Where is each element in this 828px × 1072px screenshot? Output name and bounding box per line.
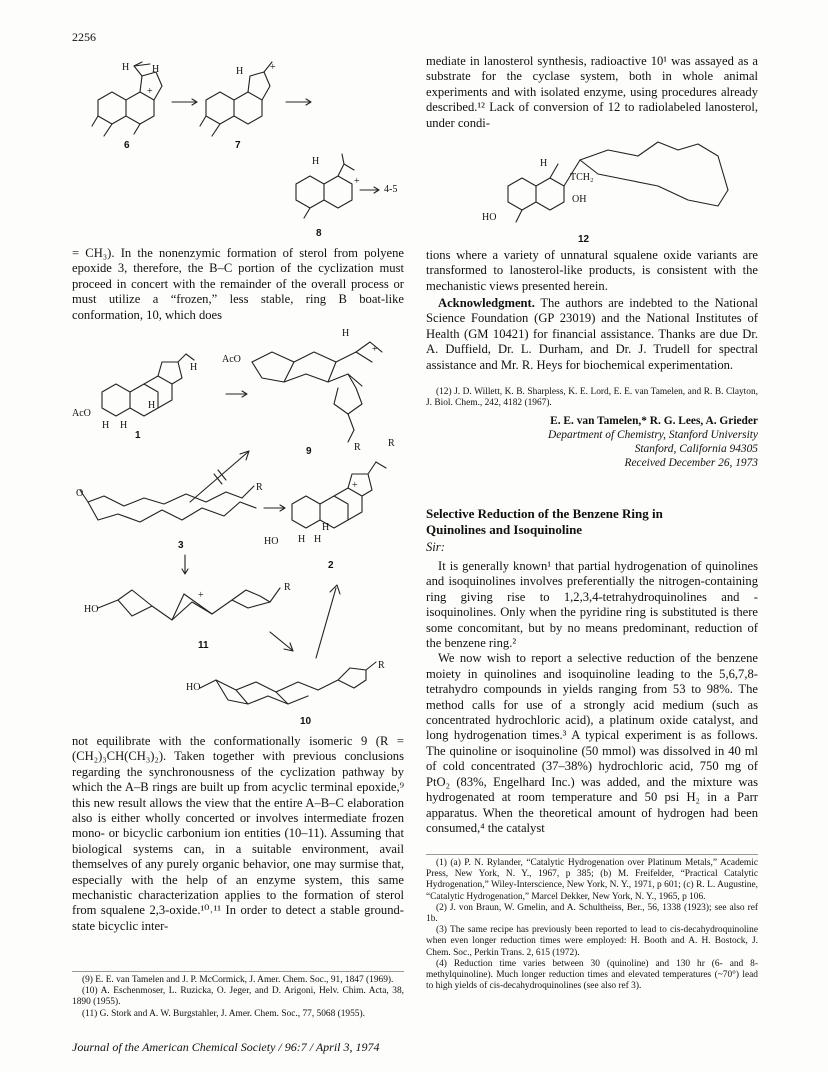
svg-text:+: + bbox=[354, 176, 360, 187]
compound-label-6: 6 bbox=[124, 140, 130, 151]
right-footnotes bbox=[426, 858, 758, 992]
compound-label-10: 10 bbox=[300, 716, 312, 727]
arrow-target-label: 4-5 bbox=[384, 184, 398, 195]
svg-text:R: R bbox=[388, 438, 395, 449]
svg-text:H: H bbox=[314, 534, 322, 545]
svg-text:HO: HO bbox=[482, 212, 497, 223]
article-title: Selective Reduction of the Benzene Ring in Quinolines and Isoquinoline bbox=[426, 506, 663, 537]
svg-text:+: + bbox=[372, 344, 378, 355]
svg-text:H: H bbox=[148, 400, 156, 411]
compound-label-11: 11 bbox=[198, 640, 209, 651]
structure-3 bbox=[78, 480, 268, 540]
svg-text:+: + bbox=[198, 590, 204, 601]
structure-9 bbox=[222, 322, 402, 452]
svg-text:H: H bbox=[312, 156, 320, 167]
svg-text:H: H bbox=[342, 328, 350, 339]
svg-text:H: H bbox=[102, 420, 110, 431]
svg-text:H: H bbox=[322, 522, 330, 533]
right-body: It is generally known¹ that partial hydrogenation of quinolines and isoquinolines involves preferentially the nitrogen-containing ring giving rise to 1,2,3,4-tetrahydroquinolines and -isoquinolines. Only when the pyridine ring is substituted is there some concomitant, but by no means predominant, reduction of the benzene ring.² We now wish to report a selective reduction of the benzene moiety in quinolines and isoquinoline leading to the 5,6,7,8-tetrahydro compounds in yields ranging from 53 to 98%. The method calls for use of a strongly acid medium (such as concentrated hydrochloric acid), a platinum oxide catalyst, and long hydrogenation times.³ A typical experiment is as follows. The quinoline or isoquinoline (50 mmol) was dissolved in 40 ml of cold concentrated (37–38%) hydrochloric acid, 750 mg of PtO₂ (83%, Engelhard Inc.) was added, and the mixture was hydrogenated at room temperature and 50 psi H₂ in a Parr apparatus. When the theoretical amount of hydrogen had been consumed,⁴ the catalyst bbox=[426, 559, 758, 835]
footnote-divider bbox=[72, 971, 404, 972]
compound-label-3: 3 bbox=[178, 540, 184, 551]
svg-text:AcO: AcO bbox=[222, 354, 241, 365]
structure-7 bbox=[198, 60, 298, 140]
svg-text:R: R bbox=[378, 660, 385, 671]
svg-text:+: + bbox=[147, 86, 153, 97]
structure-10 bbox=[188, 656, 388, 712]
compound-label-9: 9 bbox=[306, 446, 312, 457]
svg-text:R: R bbox=[256, 482, 263, 493]
author-block bbox=[426, 414, 758, 470]
left-paragraph-2: not equilibrate with the conformationally isomeric 9 (R = (CH₂)₃CH(CH₃)₂). Taken together with previous conclusions regarding the synchronousness of the cyclization pathway by which the A–B rings are built up from acyclic terminal epoxide,⁹ this new result allows the view that the entire A–B–C elaboration also is either wholly concerted or involves intermediate frozen mono- or bicyclic carbonium ion entities (10–11). Assuming that biological systems can, in a suitable environment, avail themselves of any purely organic behavior, one may surmise that, especially with the help of an enzyme system, this same mechanistic characterization applies to the formation of sterol from squalene 2,3-oxide.¹⁰˒¹¹ In order to detect a stable ground-state bicyclic inter- bbox=[72, 734, 404, 933]
footnote-12: (12) J. D. Willett, K. B. Sharpless, K. E. Lord, E. E. van Tamelen, and R. B. Clayton, J. Biol. Chem., 242, 4182 (1967). bbox=[426, 387, 758, 409]
svg-text:H: H bbox=[152, 64, 160, 75]
svg-text:HO: HO bbox=[186, 682, 201, 693]
footnote-divider bbox=[426, 854, 758, 855]
footnote-4: (4) Reduction time varies between 30 (quinoline) and 130 hr (6- and 8-methylquinoline). Much longer reduction times and elevated temperatures (~70°) lead to high yields of cis-decahydroquinolines (see also ref 3). bbox=[426, 958, 758, 992]
compound-label-2: 2 bbox=[328, 560, 334, 571]
footnote-9: (9) E. E. van Tamelen and J. P. McCormick, J. Amer. Chem. Soc., 91, 1847 (1969). bbox=[82, 975, 394, 985]
footnote-10: (10) A. Eschenmoser, L. Ruzicka, O. Jeger, and D. Arigoni, Helv. Chim. Acta, 38, 1890 (1955). bbox=[72, 986, 404, 1008]
footnote-2: (2) J. von Braun, W. Gmelin, and A. Schultheiss, Ber., 56, 1338 (1923); see also ref 1b. bbox=[426, 902, 758, 925]
acknowledgment-heading: Acknowledgment. bbox=[438, 296, 535, 310]
svg-text:H: H bbox=[540, 158, 548, 169]
svg-text:H: H bbox=[190, 362, 198, 373]
page-number: 2256 bbox=[72, 30, 96, 44]
right-paragraph-1: mediate in lanosterol synthesis, radioactive 10¹ was assayed as a substrate for the cyclase system, both in whole animal experiments and with isolated enzyme, using procedures already described.¹² Lack of conversion of 12 to radiolabeled lanosterol, under condi- bbox=[426, 54, 758, 130]
right-paragraph-2: tions where a variety of unnatural squalene oxide variants are transformed to lanosterol-like products, is consistent with the mechanistic views presented herein. bbox=[426, 248, 758, 293]
svg-text:AcO: AcO bbox=[72, 408, 91, 419]
arrow bbox=[286, 98, 316, 106]
location: Stanford, California 94305 bbox=[634, 443, 758, 455]
svg-text:HO: HO bbox=[264, 536, 279, 547]
compound-label-1: 1 bbox=[135, 430, 141, 441]
svg-text:H: H bbox=[236, 66, 244, 77]
svg-text:R: R bbox=[284, 582, 291, 593]
journal-footer: Journal of the American Chemical Society / 96:7 / April 3, 1974 bbox=[72, 1040, 380, 1054]
svg-text:O: O bbox=[76, 488, 84, 499]
compound-label-8: 8 bbox=[316, 228, 322, 239]
arrow bbox=[312, 582, 342, 662]
acknowledgment: Acknowledgment. The authors are indebted to the National Science Foundation (GP 23019) and the National Institutes of Health (GM 10421) for financial assistance. Thanks are due Dr. A. Duffield, Dr. L. Durham, and Dr. J. Trudell for spectral assistance and Mr. R. Heys for biochemical experimentation. bbox=[426, 296, 758, 372]
svg-text:OH: OH bbox=[572, 194, 587, 205]
svg-text:HO: HO bbox=[84, 604, 99, 615]
svg-text:H: H bbox=[122, 62, 130, 73]
svg-text:TCH₂: TCH₂ bbox=[570, 172, 594, 183]
structure-2 bbox=[262, 438, 402, 558]
structure-12 bbox=[482, 130, 738, 230]
compound-label-7: 7 bbox=[235, 140, 241, 151]
left-paragraph-1: = CH₃). In the nonenzymic formation of sterol from polyene epoxide 3, therefore, the B–C portion of the cyclization must proceed in concert with the remainder of the overall process or must utilize a “frozen,” less stable, ring B boat-like conformation, 10, which does bbox=[72, 246, 404, 322]
svg-text:H: H bbox=[298, 534, 306, 545]
department: Department of Chemistry, Stanford University bbox=[548, 429, 758, 441]
left-footnotes bbox=[72, 975, 404, 1020]
svg-text:+: + bbox=[270, 62, 276, 73]
footnote-3: (3) The same recipe has previously been reported to lead to cis-decahydroquinoline when even longer reduction times were employed: H. Booth and A. H. Bostock, J. Chem. Soc., Perkin Trans. 2, 615 (1972). bbox=[426, 925, 758, 958]
svg-text:+: + bbox=[352, 480, 358, 491]
arrow bbox=[268, 630, 298, 656]
compound-label-12: 12 bbox=[578, 234, 590, 245]
authors: E. E. van Tamelen,* R. G. Lees, A. Grieder bbox=[550, 415, 758, 427]
structure-1 bbox=[72, 348, 222, 431]
arrow bbox=[360, 186, 384, 194]
arrow-down bbox=[180, 555, 190, 577]
salutation: Sir: bbox=[426, 540, 445, 554]
svg-text:H: H bbox=[120, 420, 128, 431]
structure-11 bbox=[84, 576, 298, 636]
footnote-11: (11) G. Stork and A. W. Burgstahler, J. Amer. Chem. Soc., 77, 5068 (1955). bbox=[82, 1008, 365, 1019]
received-date: Received December 26, 1973 bbox=[624, 457, 758, 469]
svg-text:R: R bbox=[354, 442, 361, 453]
footnote-1: (1) (a) P. N. Rylander, “Catalytic Hydrogenation over Platinum Metals,” Academic Press, New York, N. Y., 1967, p 385; (b) M. Freifelder, “Practical Catalytic Hydrogenation,” Wiley-Interscience, New York, N. Y., 1971, p 601; (c) R. L. Augustine, “Catalytic Hydrogenation,” Marcel Dekker, New York, N. Y., 1965, p 106. bbox=[426, 858, 758, 902]
